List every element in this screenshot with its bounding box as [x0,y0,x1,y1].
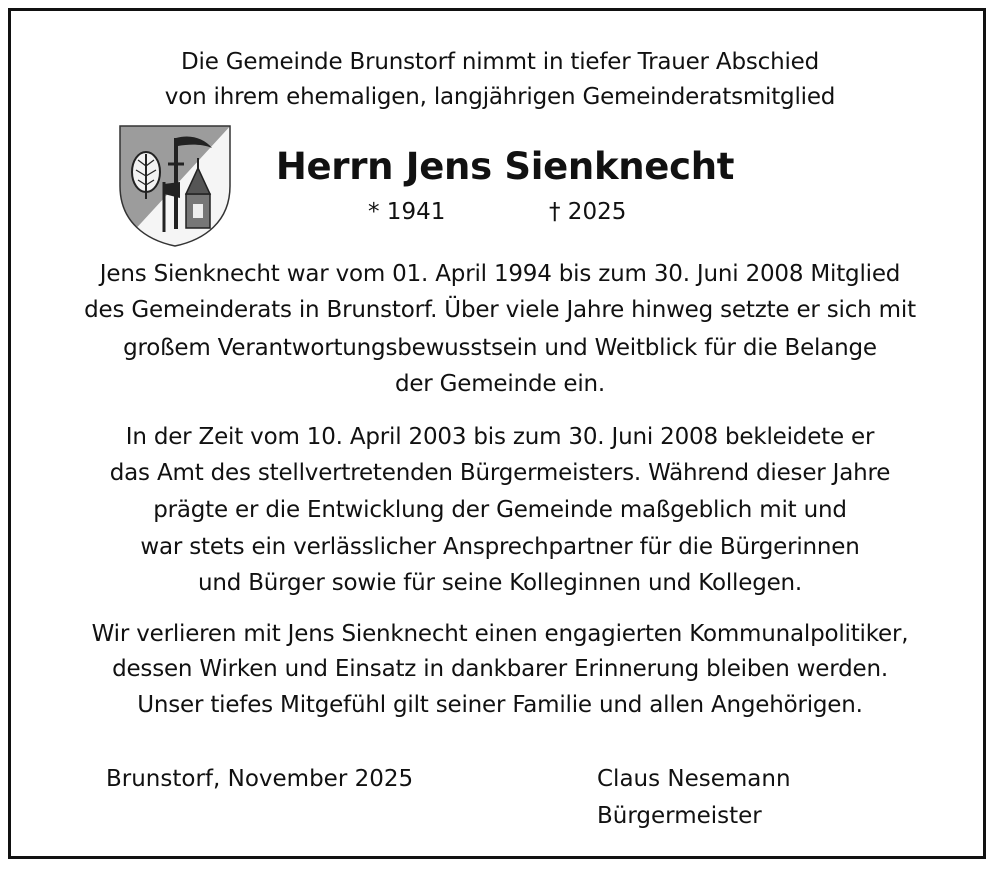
paragraph1-line-3: großem Verantwortungsbewusstsein und Weitblick für die Belange [123,335,877,361]
paragraph2-line-4: war stets ein verlässlicher Ansprechpartner für die Bürgerinnen [140,534,860,560]
paragraph1-line-1: Jens Sienknecht war vom 01. April 1994 bis zum 30. Juni 2008 Mitglied [99,261,901,287]
place-date: Brunstorf, November 2025 [106,766,414,792]
paragraph2-line-3: prägte er die Entwicklung der Gemeinde maßgeblich mit und [153,497,847,523]
paragraph3-line-1: Wir verlieren mit Jens Sienknecht einen engagierten Kommunalpolitiker, [91,621,909,647]
paragraph3-line-2: dessen Wirken und Einsatz in dankbarer Erinnerung bleiben werden. [112,656,888,682]
paragraph2-line-5: und Bürger sowie für seine Kolleginnen und Kollegen. [197,570,803,596]
intro-line-1: Die Gemeinde Brunstorf nimmt in tiefer Trauer Abschied [181,49,819,75]
signer-name: Claus Nesemann [597,766,791,792]
paragraph2-line-2: das Amt des stellvertretenden Bürgermeisters. Während dieser Jahre [109,460,891,486]
paragraph3-line-3: Unser tiefes Mitgefühl gilt seiner Familie und allen Angehörigen. [137,692,863,718]
death-year: † 2025 [549,199,627,225]
coat-of-arms-icon [118,124,232,248]
signer-title: Bürgermeister [597,803,762,829]
birth-year: * 1941 [368,199,446,225]
deceased-name: Herrn Jens Sienknecht [275,145,735,188]
paragraph2-line-1: In der Zeit vom 10. April 2003 bis zum 30. Juni 2008 bekleidete er [125,424,875,450]
intro-line-2: von ihrem ehemaligen, langjährigen Gemeinderatsmitglied [164,84,836,110]
paragraph1-line-2: des Gemeinderats in Brunstorf. Über viele Jahre hinweg setzte er sich mit [84,297,916,323]
paragraph1-line-4: der Gemeinde ein. [394,371,606,397]
